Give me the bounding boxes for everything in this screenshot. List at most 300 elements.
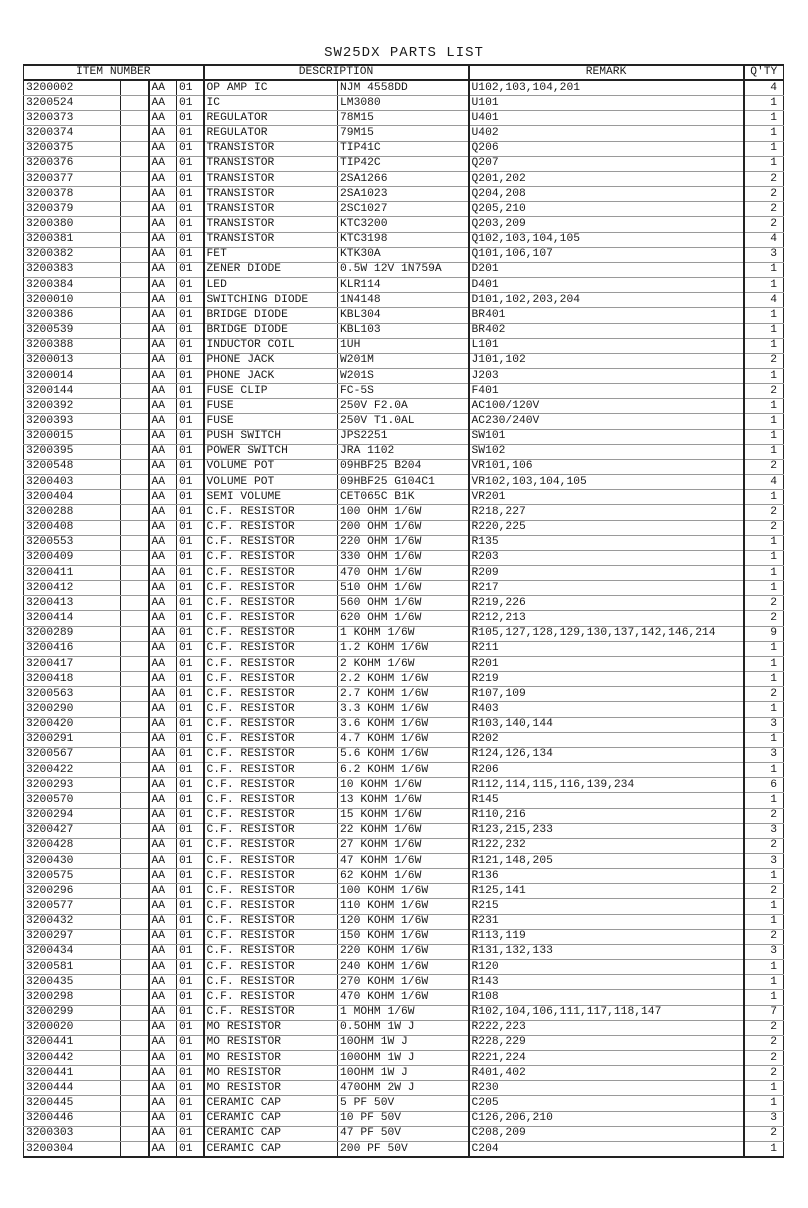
cell-item-number: 3200446 (24, 1111, 121, 1126)
cell-remark: R120 (469, 960, 744, 975)
cell-description-type: FET (204, 247, 338, 262)
cell-remark: R228,229 (469, 1035, 744, 1050)
cell-revision-number: 01 (177, 202, 204, 217)
cell-revision-number: 01 (177, 747, 204, 762)
cell-blank (121, 156, 149, 171)
cell-item-number: 3200524 (24, 96, 121, 111)
cell-description-type: PHONE JACK (204, 353, 338, 368)
cell-revision-code: AA (149, 687, 177, 702)
cell-revision-code: AA (149, 262, 177, 277)
cell-revision-number: 01 (177, 96, 204, 111)
cell-qty: 1 (744, 141, 784, 156)
cell-remark: R136 (469, 869, 744, 884)
cell-item-number: 3200553 (24, 535, 121, 550)
cell-remark: Q206 (469, 141, 744, 156)
cell-remark: Q203,209 (469, 217, 744, 232)
table-row (24, 262, 784, 277)
cell-blank (121, 293, 149, 308)
cell-revision-number: 01 (177, 1141, 204, 1157)
cell-item-number: 3200296 (24, 884, 121, 899)
table-row (24, 156, 784, 171)
cell-revision-number: 01 (177, 611, 204, 626)
cell-blank (121, 80, 149, 96)
cell-blank (121, 823, 149, 838)
cell-description-spec: 4.7 KOHM 1/6W (338, 732, 469, 747)
cell-remark: R211 (469, 641, 744, 656)
cell-blank (121, 747, 149, 762)
cell-remark: R220,225 (469, 520, 744, 535)
cell-item-number: 3200427 (24, 823, 121, 838)
cell-revision-code: AA (149, 353, 177, 368)
cell-item-number: 3200294 (24, 808, 121, 823)
cell-blank (121, 520, 149, 535)
cell-remark: R105,127,128,129,130,137,142,146,214 (469, 626, 744, 641)
cell-qty: 1 (744, 156, 784, 171)
cell-qty: 2 (744, 202, 784, 217)
cell-description-spec: 510 OHM 1/6W (338, 581, 469, 596)
cell-blank (121, 596, 149, 611)
cell-blank (121, 944, 149, 959)
cell-revision-code: AA (149, 520, 177, 535)
cell-revision-number: 01 (177, 520, 204, 535)
parts-table-body (24, 80, 784, 1157)
cell-remark: R403 (469, 702, 744, 717)
table-row (24, 747, 784, 762)
cell-description-spec: 5.6 KOHM 1/6W (338, 747, 469, 762)
cell-description-type: C.F. RESISTOR (204, 929, 338, 944)
cell-description-type: MO RESISTOR (204, 1051, 338, 1066)
cell-description-type: MO RESISTOR (204, 1035, 338, 1050)
table-row (24, 732, 784, 747)
table-row (24, 490, 784, 505)
cell-revision-number: 01 (177, 247, 204, 262)
cell-revision-number: 01 (177, 1066, 204, 1081)
cell-revision-code: AA (149, 1141, 177, 1157)
cell-description-spec: 560 OHM 1/6W (338, 596, 469, 611)
cell-revision-code: AA (149, 1035, 177, 1050)
cell-qty: 2 (744, 171, 784, 186)
cell-revision-number: 01 (177, 1020, 204, 1035)
cell-description-type: C.F. RESISTOR (204, 899, 338, 914)
cell-remark: R401,402 (469, 1066, 744, 1081)
cell-blank (121, 1111, 149, 1126)
cell-remark: R222,223 (469, 1020, 744, 1035)
cell-revision-number: 01 (177, 399, 204, 414)
cell-remark: Q205,210 (469, 202, 744, 217)
cell-revision-code: AA (149, 1126, 177, 1141)
cell-remark: R215 (469, 899, 744, 914)
cell-revision-number: 01 (177, 823, 204, 838)
table-row (24, 338, 784, 353)
cell-remark: Q101,106,107 (469, 247, 744, 262)
cell-revision-code: AA (149, 1005, 177, 1020)
cell-qty: 1 (744, 126, 784, 141)
cell-description-type: MO RESISTOR (204, 1066, 338, 1081)
cell-qty: 3 (744, 853, 784, 868)
cell-blank (121, 566, 149, 581)
cell-remark: R201 (469, 656, 744, 671)
cell-item-number: 3200409 (24, 550, 121, 565)
cell-blank (121, 414, 149, 429)
cell-description-type: TRANSISTOR (204, 202, 338, 217)
cell-revision-code: AA (149, 217, 177, 232)
cell-revision-code: AA (149, 278, 177, 293)
cell-revision-number: 01 (177, 1096, 204, 1111)
cell-blank (121, 550, 149, 565)
table-row (24, 459, 784, 474)
cell-item-number: 3200144 (24, 384, 121, 399)
cell-blank (121, 308, 149, 323)
cell-remark: J203 (469, 368, 744, 383)
cell-item-number: 3200577 (24, 899, 121, 914)
cell-item-number: 3200444 (24, 1081, 121, 1096)
table-row (24, 611, 784, 626)
table-row (24, 1066, 784, 1081)
cell-item-number: 3200445 (24, 1096, 121, 1111)
cell-description-spec: 13 KOHM 1/6W (338, 793, 469, 808)
cell-description-type: TRANSISTOR (204, 141, 338, 156)
cell-description-type: C.F. RESISTOR (204, 505, 338, 520)
cell-revision-number: 01 (177, 353, 204, 368)
cell-qty: 2 (744, 187, 784, 202)
table-row (24, 475, 784, 490)
cell-item-number: 3200441 (24, 1035, 121, 1050)
cell-revision-number: 01 (177, 505, 204, 520)
cell-revision-number: 01 (177, 156, 204, 171)
cell-blank (121, 535, 149, 550)
cell-description-spec: 620 OHM 1/6W (338, 611, 469, 626)
cell-description-spec: 330 OHM 1/6W (338, 550, 469, 565)
cell-description-spec: 240 KOHM 1/6W (338, 960, 469, 975)
cell-remark: R209 (469, 566, 744, 581)
cell-remark: D401 (469, 278, 744, 293)
cell-qty: 1 (744, 656, 784, 671)
cell-blank (121, 429, 149, 444)
cell-item-number: 3200304 (24, 1141, 121, 1157)
cell-revision-number: 01 (177, 929, 204, 944)
cell-description-type: BRIDGE DIODE (204, 323, 338, 338)
cell-description-spec: 470OHM 2W J (338, 1081, 469, 1096)
cell-remark: R135 (469, 535, 744, 550)
table-row (24, 399, 784, 414)
cell-revision-code: AA (149, 702, 177, 717)
cell-remark: AC230/240V (469, 414, 744, 429)
cell-qty: 1 (744, 96, 784, 111)
cell-qty: 9 (744, 626, 784, 641)
cell-revision-number: 01 (177, 414, 204, 429)
cell-revision-code: AA (149, 884, 177, 899)
cell-description-spec: KTC3198 (338, 232, 469, 247)
cell-blank (121, 475, 149, 490)
cell-blank (121, 1081, 149, 1096)
cell-description-spec: KTK30A (338, 247, 469, 262)
cell-revision-number: 01 (177, 141, 204, 156)
cell-description-type: C.F. RESISTOR (204, 596, 338, 611)
cell-remark: D101,102,203,204 (469, 293, 744, 308)
cell-item-number: 3200289 (24, 626, 121, 641)
cell-remark: R122,232 (469, 838, 744, 853)
cell-item-number: 3200293 (24, 778, 121, 793)
cell-blank (121, 793, 149, 808)
cell-revision-number: 01 (177, 656, 204, 671)
table-row (24, 1141, 784, 1157)
cell-qty: 6 (744, 778, 784, 793)
cell-revision-code: AA (149, 1111, 177, 1126)
cell-revision-code: AA (149, 141, 177, 156)
cell-revision-code: AA (149, 717, 177, 732)
cell-description-type: C.F. RESISTOR (204, 778, 338, 793)
header-remark: REMARK (469, 65, 744, 80)
cell-blank (121, 368, 149, 383)
header-row (24, 65, 784, 80)
cell-blank (121, 490, 149, 505)
cell-item-number: 3200388 (24, 338, 121, 353)
header-qty: Q'TY (744, 65, 784, 80)
cell-blank (121, 505, 149, 520)
cell-qty: 2 (744, 505, 784, 520)
table-row (24, 656, 784, 671)
cell-blank (121, 96, 149, 111)
cell-revision-number: 01 (177, 80, 204, 96)
cell-description-spec: 100OHM 1W J (338, 1051, 469, 1066)
cell-revision-number: 01 (177, 838, 204, 853)
cell-description-type: FUSE CLIP (204, 384, 338, 399)
cell-description-spec: 250V T1.0AL (338, 414, 469, 429)
table-row (24, 141, 784, 156)
table-row (24, 96, 784, 111)
cell-remark: Q204,208 (469, 187, 744, 202)
cell-revision-number: 01 (177, 429, 204, 444)
cell-remark: R121,148,205 (469, 853, 744, 868)
cell-item-number: 3200014 (24, 368, 121, 383)
cell-revision-code: AA (149, 187, 177, 202)
cell-blank (121, 1051, 149, 1066)
cell-remark: VR201 (469, 490, 744, 505)
cell-description-type: BRIDGE DIODE (204, 308, 338, 323)
cell-description-type: C.F. RESISTOR (204, 960, 338, 975)
cell-remark: R110,216 (469, 808, 744, 823)
cell-description-spec: FC-5S (338, 384, 469, 399)
table-row (24, 626, 784, 641)
cell-qty: 1 (744, 641, 784, 656)
cell-revision-number: 01 (177, 232, 204, 247)
cell-qty: 2 (744, 459, 784, 474)
cell-qty: 1 (744, 899, 784, 914)
cell-remark: Q102,103,104,105 (469, 232, 744, 247)
cell-qty: 1 (744, 338, 784, 353)
cell-qty: 1 (744, 990, 784, 1005)
table-row (24, 535, 784, 550)
cell-blank (121, 384, 149, 399)
cell-description-type: C.F. RESISTOR (204, 672, 338, 687)
cell-qty: 3 (744, 1111, 784, 1126)
cell-revision-code: AA (149, 308, 177, 323)
cell-remark: C205 (469, 1096, 744, 1111)
cell-remark: R112,114,115,116,139,234 (469, 778, 744, 793)
cell-blank (121, 1020, 149, 1035)
cell-revision-number: 01 (177, 171, 204, 186)
cell-revision-number: 01 (177, 550, 204, 565)
cell-revision-code: AA (149, 672, 177, 687)
cell-qty: 2 (744, 611, 784, 626)
cell-description-spec: KTC3200 (338, 217, 469, 232)
cell-description-spec: 78M15 (338, 111, 469, 126)
cell-description-type: FUSE (204, 414, 338, 429)
cell-description-type: SEMI VOLUME (204, 490, 338, 505)
cell-revision-number: 01 (177, 641, 204, 656)
table-row (24, 1081, 784, 1096)
cell-blank (121, 626, 149, 641)
cell-description-type: VOLUME POT (204, 475, 338, 490)
cell-description-spec: 3.6 KOHM 1/6W (338, 717, 469, 732)
cell-revision-code: AA (149, 808, 177, 823)
cell-revision-number: 01 (177, 475, 204, 490)
cell-remark: R103,140,144 (469, 717, 744, 732)
cell-blank (121, 808, 149, 823)
cell-description-spec: TIP41C (338, 141, 469, 156)
cell-qty: 1 (744, 368, 784, 383)
cell-blank (121, 914, 149, 929)
cell-qty: 1 (744, 429, 784, 444)
cell-description-type: FUSE (204, 399, 338, 414)
cell-description-spec: 09HBF25 B204 (338, 459, 469, 474)
cell-remark: R131,132,133 (469, 944, 744, 959)
cell-blank (121, 1096, 149, 1111)
cell-description-type: C.F. RESISTOR (204, 869, 338, 884)
cell-revision-code: AA (149, 929, 177, 944)
cell-description-type: C.F. RESISTOR (204, 687, 338, 702)
cell-remark: BR402 (469, 323, 744, 338)
cell-revision-code: AA (149, 96, 177, 111)
cell-revision-code: AA (149, 156, 177, 171)
cell-qty: 4 (744, 232, 784, 247)
cell-item-number: 3200441 (24, 1066, 121, 1081)
cell-blank (121, 323, 149, 338)
cell-blank (121, 262, 149, 277)
cell-revision-number: 01 (177, 111, 204, 126)
cell-description-type: CERAMIC CAP (204, 1141, 338, 1157)
cell-revision-code: AA (149, 232, 177, 247)
parts-table (23, 64, 784, 1158)
cell-revision-code: AA (149, 505, 177, 520)
cell-blank (121, 990, 149, 1005)
table-row (24, 217, 784, 232)
table-row (24, 899, 784, 914)
cell-qty: 2 (744, 884, 784, 899)
cell-qty: 1 (744, 1096, 784, 1111)
cell-item-number: 3200432 (24, 914, 121, 929)
cell-blank (121, 444, 149, 459)
table-row (24, 293, 784, 308)
cell-item-number: 3200539 (24, 323, 121, 338)
cell-description-spec: 22 KOHM 1/6W (338, 823, 469, 838)
cell-revision-code: AA (149, 641, 177, 656)
cell-remark: U101 (469, 96, 744, 111)
cell-revision-number: 01 (177, 308, 204, 323)
cell-blank (121, 1141, 149, 1157)
cell-qty: 2 (744, 1066, 784, 1081)
cell-description-spec: JRA 1102 (338, 444, 469, 459)
cell-description-type: C.F. RESISTOR (204, 566, 338, 581)
cell-revision-number: 01 (177, 793, 204, 808)
cell-description-type: ZENER DIODE (204, 262, 338, 277)
cell-blank (121, 641, 149, 656)
cell-remark: R212,213 (469, 611, 744, 626)
cell-remark: BR401 (469, 308, 744, 323)
cell-description-spec: 200 OHM 1/6W (338, 520, 469, 535)
cell-item-number: 3200581 (24, 960, 121, 975)
cell-description-type: C.F. RESISTOR (204, 656, 338, 671)
table-row (24, 308, 784, 323)
cell-description-type: LED (204, 278, 338, 293)
cell-description-spec: KBL103 (338, 323, 469, 338)
cell-blank (121, 141, 149, 156)
cell-item-number: 3200381 (24, 232, 121, 247)
cell-revision-code: AA (149, 747, 177, 762)
cell-revision-number: 01 (177, 717, 204, 732)
cell-description-spec: 62 KOHM 1/6W (338, 869, 469, 884)
cell-blank (121, 1005, 149, 1020)
cell-revision-code: AA (149, 611, 177, 626)
cell-description-spec: W201S (338, 368, 469, 383)
table-row (24, 944, 784, 959)
cell-description-spec: 0.5W 12V 1N759A (338, 262, 469, 277)
cell-qty: 1 (744, 262, 784, 277)
cell-blank (121, 353, 149, 368)
table-row (24, 247, 784, 262)
cell-description-type: C.F. RESISTOR (204, 990, 338, 1005)
cell-revision-code: AA (149, 763, 177, 778)
cell-description-type: C.F. RESISTOR (204, 626, 338, 641)
cell-remark: R108 (469, 990, 744, 1005)
cell-description-type: POWER SWITCH (204, 444, 338, 459)
cell-description-type: INDUCTOR COIL (204, 338, 338, 353)
cell-blank (121, 853, 149, 868)
cell-description-spec: 09HBF25 G104C1 (338, 475, 469, 490)
cell-revision-number: 01 (177, 763, 204, 778)
cell-item-number: 3200395 (24, 444, 121, 459)
cell-revision-code: AA (149, 990, 177, 1005)
cell-revision-code: AA (149, 80, 177, 96)
cell-description-type: C.F. RESISTOR (204, 747, 338, 762)
cell-qty: 1 (744, 414, 784, 429)
cell-blank (121, 732, 149, 747)
table-row (24, 929, 784, 944)
cell-qty: 1 (744, 566, 784, 581)
cell-revision-number: 01 (177, 960, 204, 975)
cell-item-number: 3200002 (24, 80, 121, 96)
cell-description-spec: LM3080 (338, 96, 469, 111)
cell-description-spec: 270 KOHM 1/6W (338, 975, 469, 990)
cell-item-number: 3200373 (24, 111, 121, 126)
cell-description-type: CERAMIC CAP (204, 1111, 338, 1126)
table-row (24, 641, 784, 656)
cell-description-spec: 250V F2.0A (338, 399, 469, 414)
cell-item-number: 3200442 (24, 1051, 121, 1066)
cell-remark: C126,206,210 (469, 1111, 744, 1126)
cell-item-number: 3200297 (24, 929, 121, 944)
cell-description-spec: 47 PF 50V (338, 1126, 469, 1141)
cell-remark: R107,109 (469, 687, 744, 702)
cell-qty: 7 (744, 1005, 784, 1020)
cell-qty: 1 (744, 490, 784, 505)
cell-item-number: 3200428 (24, 838, 121, 853)
cell-revision-code: AA (149, 566, 177, 581)
cell-qty: 1 (744, 914, 784, 929)
table-row (24, 793, 784, 808)
cell-blank (121, 217, 149, 232)
cell-blank (121, 656, 149, 671)
